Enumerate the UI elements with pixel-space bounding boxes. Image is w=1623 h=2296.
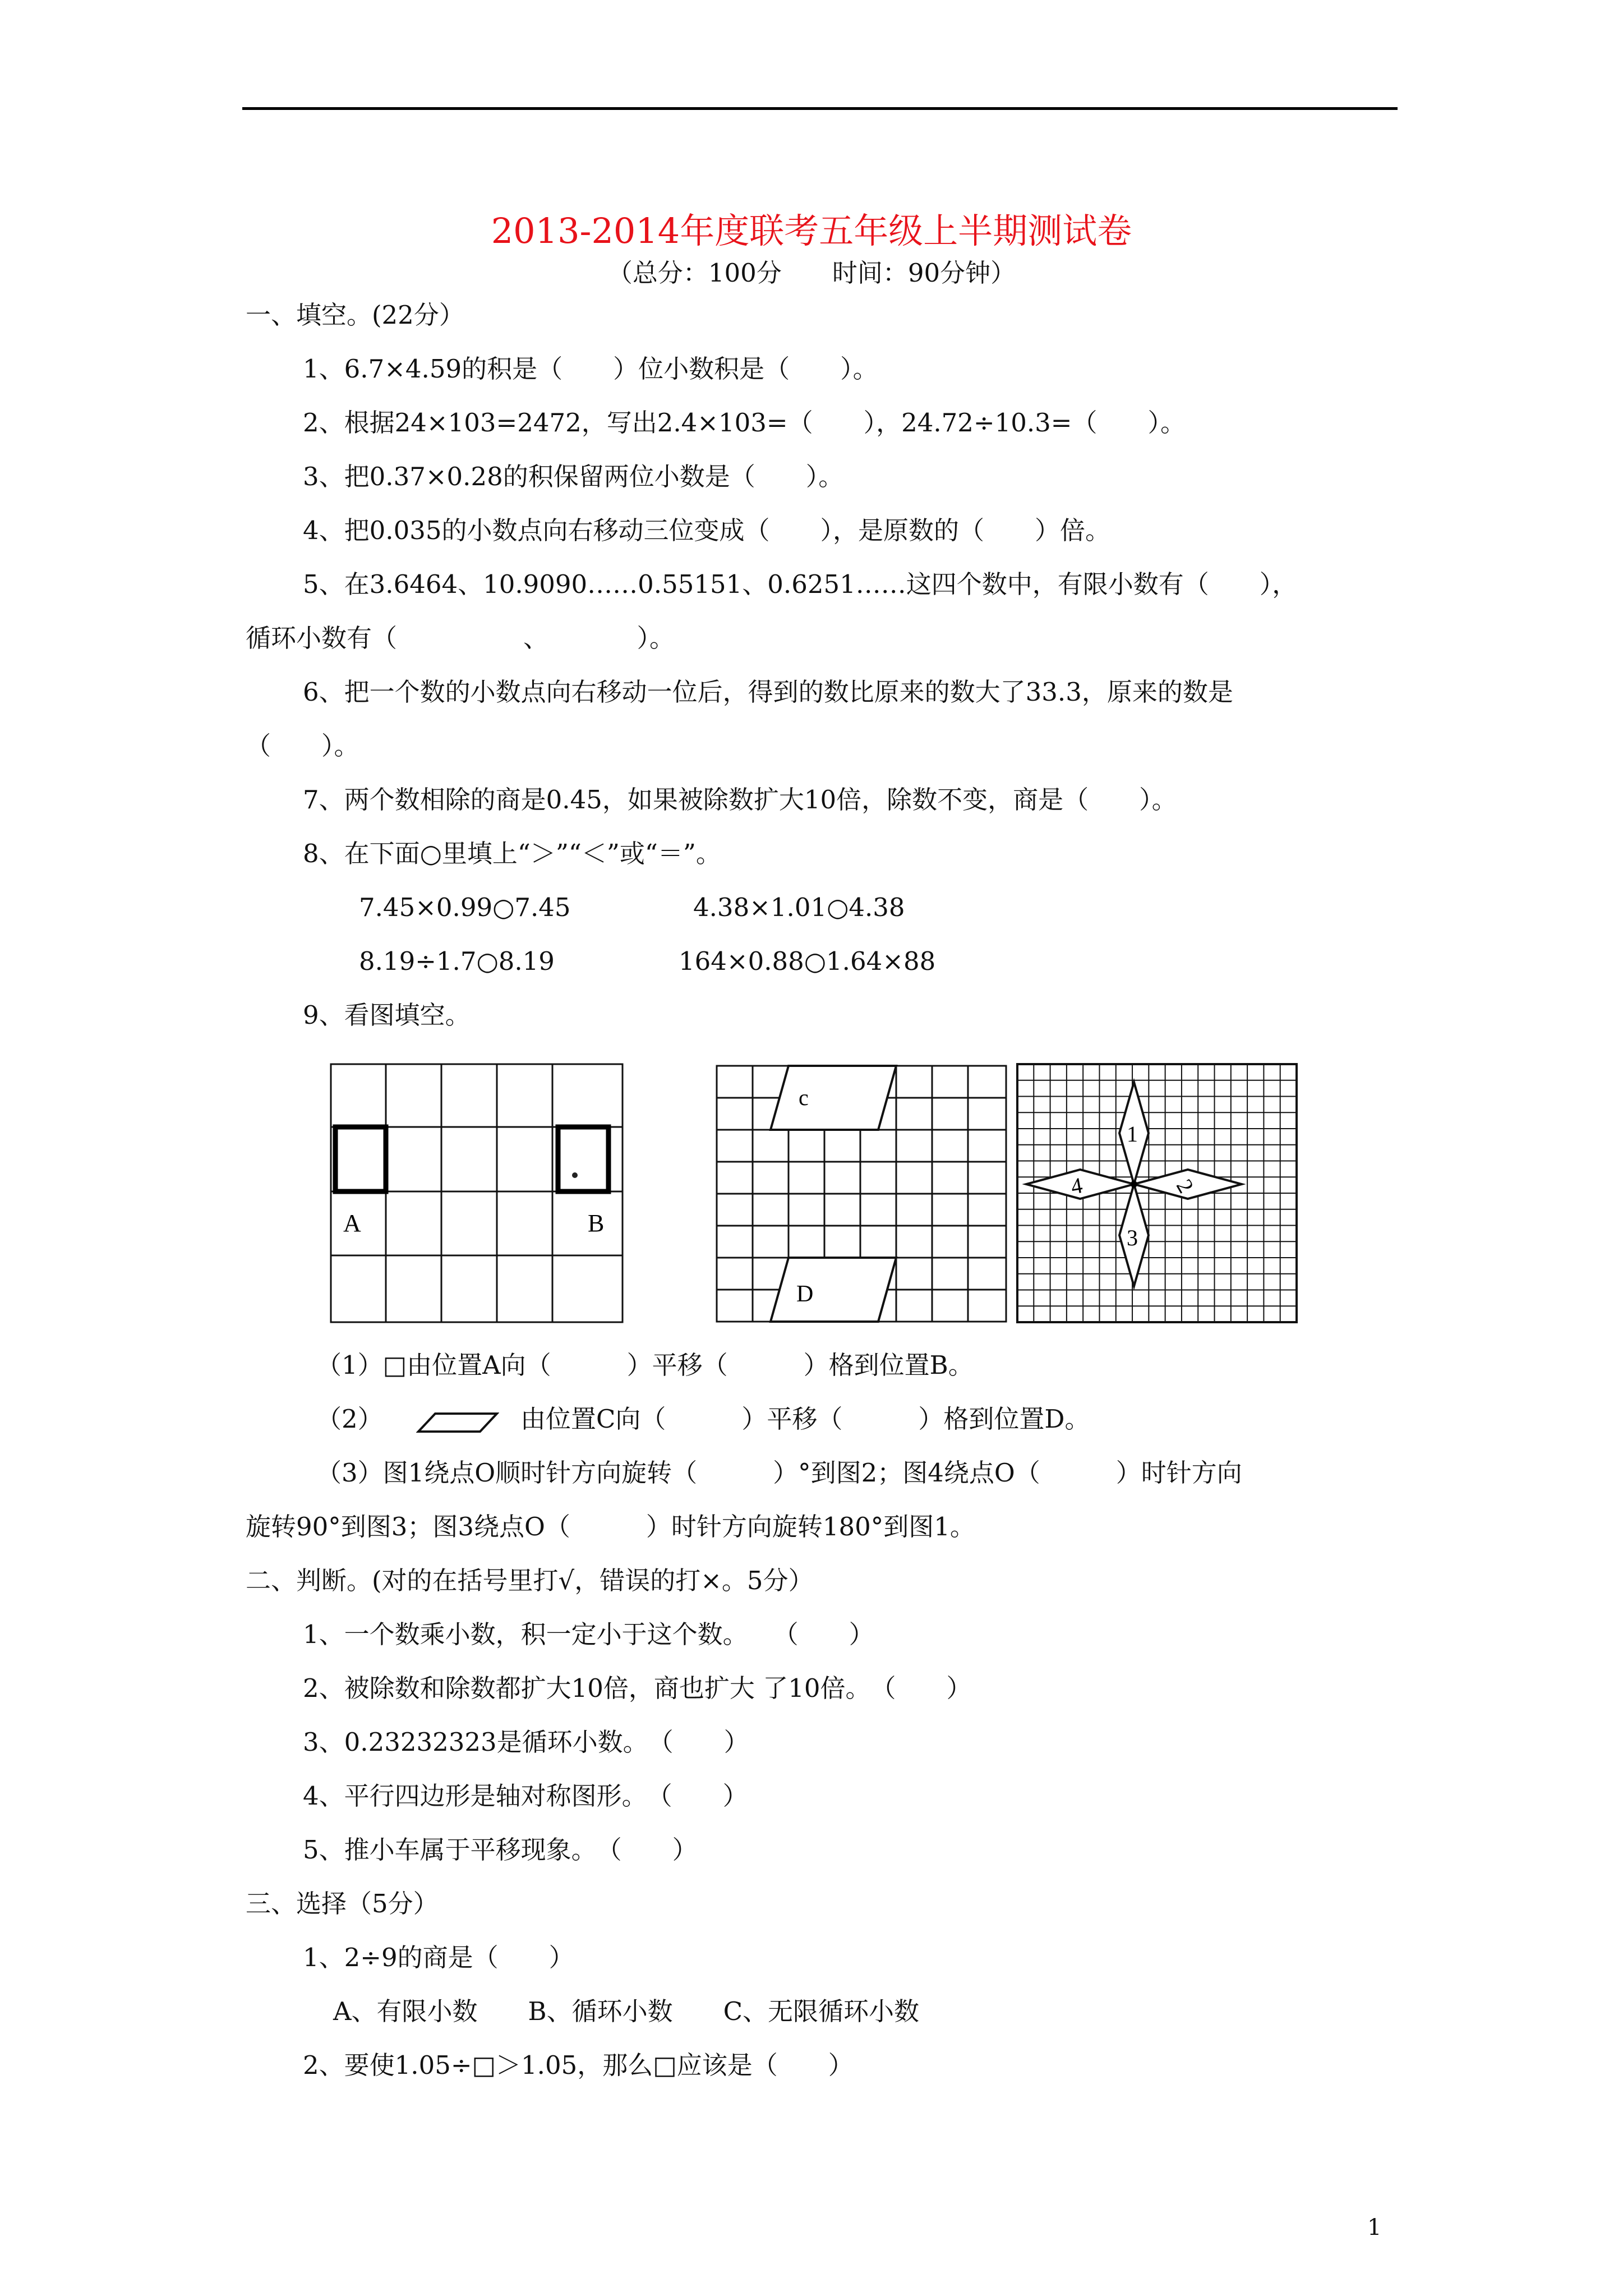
figure-label-d: D xyxy=(796,1281,814,1307)
question-1-8: 8、在下面○里填上“＞”“＜”或“＝”。 xyxy=(303,839,721,868)
section1-heading: 一、填空。(22分） xyxy=(246,300,464,330)
question-1-1: 1、6.7×4.59的积是（ ）位小数积是（ ）。 xyxy=(303,354,878,384)
page-subtitle: （总分：100分 时间：90分钟） xyxy=(607,258,1016,288)
judge-item-3: 3、0.23232323是循环小数。 （ ） xyxy=(303,1727,749,1757)
question-1-8-c: 8.19÷1.7○8.19 xyxy=(359,946,555,976)
question-1-5-line1: 5、在3.6464、10.9090……0.55151、0.6251……这四个数中，有限小数有（ ）， xyxy=(303,569,1298,599)
question-1-9-1: （1）□由位置A向（ ）平移（ ）格到位置B。 xyxy=(316,1350,974,1380)
figure-label-c: c xyxy=(799,1085,809,1110)
judge-item-2: 2、被除数和除数都扩大10倍，商也扩大 了10倍。 （ ） xyxy=(303,1673,972,1703)
figure-grid-rotation xyxy=(1016,1063,1298,1323)
question-1-4: 4、把0.035的小数点向右移动三位变成（ ），是原数的（ ）倍。 xyxy=(303,516,1110,545)
parallelogram-icon xyxy=(416,1411,499,1434)
choice-question-1: 1、2÷9的商是（ ） xyxy=(303,1943,574,1972)
figure-label-a: A xyxy=(343,1209,361,1237)
header-rule xyxy=(242,107,1398,110)
question-1-9-2-prefix: （2） xyxy=(316,1404,383,1434)
page-title: 2013-2014年度联考五年级上半期测试卷 xyxy=(491,210,1132,251)
question-1-6-line2: （ ）。 xyxy=(246,731,359,761)
question-1-5-line2: 循环小数有（ 、 ）。 xyxy=(246,623,675,653)
judge-item-1: 1、一个数乘小数，积一定小于这个数。 （ ） xyxy=(303,1619,874,1649)
question-1-2: 2、根据24×103=2472，写出2.4×103=（ ），24.72÷10.3=（ ）。 xyxy=(303,408,1186,438)
question-1-3: 3、把0.37×0.28的积保留两位小数是（ ）。 xyxy=(303,462,844,491)
figure-label-b: B xyxy=(588,1209,605,1237)
section2-heading: 二、判断。(对的在括号里打√，错误的打×。5分） xyxy=(246,1566,814,1595)
question-1-9-2: 由位置C向（ ）平移（ ）格到位置D。 xyxy=(520,1404,1090,1434)
choice-question-1-options: A、有限小数 B、循环小数 C、无限循环小数 xyxy=(333,1996,919,2026)
rhombus-label-1: 1 xyxy=(1127,1121,1138,1147)
question-1-8-a: 7.45×0.99○7.45 xyxy=(359,892,571,922)
question-1-7: 7、两个数相除的商是0.45，如果被除数扩大10倍，除数不变，商是（ ）。 xyxy=(303,785,1177,815)
question-1-8-b: 4.38×1.01○4.38 xyxy=(693,892,905,922)
question-1-9: 9、看图填空。 xyxy=(303,1000,471,1030)
question-1-8-d: 164×0.88○1.64×88 xyxy=(679,946,936,976)
rhombus-label-3: 3 xyxy=(1127,1225,1138,1250)
question-1-6-line1: 6、把一个数的小数点向右移动一位后，得到的数比原来的数大了33.3，原来的数是 xyxy=(303,677,1233,707)
figure-grid-ab xyxy=(330,1063,624,1323)
section3-heading: 三、选择（5分） xyxy=(246,1889,439,1918)
page-number: 1 xyxy=(1367,2215,1382,2240)
choice-question-2: 2、要使1.05÷□＞1.05，那么□应该是（ ） xyxy=(303,2050,854,2080)
judge-item-4: 4、平行四边形是轴对称图形。 （ ） xyxy=(303,1781,748,1811)
rhombus-label-2: 2 xyxy=(1171,1175,1199,1198)
figure-grid-cd xyxy=(716,1065,1007,1323)
judge-item-5: 5、推小车属于平移现象。 （ ） xyxy=(303,1835,698,1865)
question-1-9-3-line1: （3）图1绕点O顺时针方向旋转（ ）°到图2；图4绕点O（ ）时针方向 xyxy=(316,1458,1242,1488)
question-1-9-3-line2: 旋转90°到图3；图3绕点O（ ）时针方向旋转180°到图1。 xyxy=(246,1512,975,1542)
rhombus-label-4: 4 xyxy=(1069,1172,1085,1199)
